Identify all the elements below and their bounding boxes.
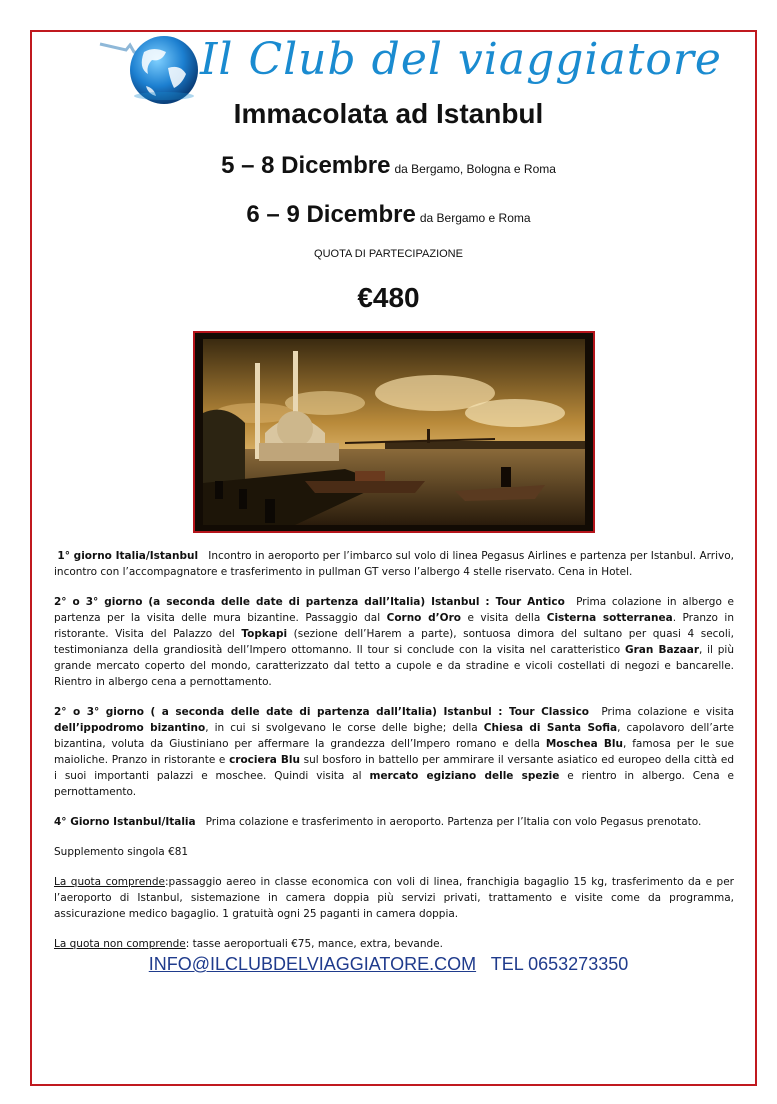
day-text: Prima colazione in albergo e partenza per la visita delle mura bizantine. Passaggio dal xyxy=(54,596,734,624)
brand-name: Il Club del viaggiatore xyxy=(200,34,722,85)
program-day-2b xyxy=(54,704,734,800)
day-text: (sezione dell’Harem a parte), sontuosa dimora del sultano per quasi 4 secoli, testimonianza della grandiosità dell’Impero ottomanno. Il tour si conclude con la visita nel caratteristico xyxy=(54,628,735,656)
trip-program xyxy=(54,548,734,966)
program-day-4 xyxy=(54,814,734,830)
day-text: , famosa per le sue maioliche. Pranzo in ristorante e xyxy=(54,738,735,766)
price: €480 xyxy=(357,282,420,313)
highlight: Moschea Blu xyxy=(545,738,623,750)
day-heading: 2° o 3° giorno (a seconda delle date di partenza dall’Italia) Istanbul : Tour Antico xyxy=(54,596,565,608)
date-range: 5 – 8 Dicembre xyxy=(221,152,391,179)
day-text: Prima colazione e visita xyxy=(601,706,734,718)
highlight: Gran Bazaar xyxy=(624,644,699,656)
highlight: crociera Blu xyxy=(229,754,300,766)
program-day-2a xyxy=(54,594,734,690)
email-link[interactable]: INFO@ILCLUBDELVIAGGIATORE.COM xyxy=(148,954,477,974)
day-text: , capolavoro dell’arte bizantina, voluta da Giustiniano per affermare la grandezza dell’Impero romano e della xyxy=(54,722,735,750)
day-text: , il più grande mercato coperto del mondo, caratterizzato dal tetto a cupole e da stradine e vicoli costellati di negozi e bancarelle. Rientro in albergo cena a pernottamento. xyxy=(54,644,735,688)
phone-number: TEL 0653273350 xyxy=(490,954,629,974)
day-text: sul bosforo in battello per ammirare il versante asiatico ed europeo della città ed i suoi importanti palazzi e moschee. Quindi visita al xyxy=(54,754,735,782)
date-line-2 xyxy=(0,201,777,229)
departure-origins: da Bergamo e Roma xyxy=(419,211,531,225)
highlight: dell’ippodromo bizantino xyxy=(54,722,206,734)
highlight: mercato egiziano delle spezie xyxy=(369,770,560,782)
istanbul-photo xyxy=(193,331,595,533)
day-text: e rientro in albergo. Cena e pernottamento. xyxy=(54,770,734,798)
highlight: Cisterna sotterranea xyxy=(546,612,673,624)
day-text: , in cui si svolgevano le corse delle bighe; della xyxy=(205,722,478,734)
date-line-1 xyxy=(0,152,777,180)
single-supplement: Supplemento singola €81 xyxy=(54,846,189,858)
quota-includes xyxy=(54,874,734,922)
quota-label: QUOTA DI PARTECIPAZIONE xyxy=(314,248,463,260)
quota-excludes xyxy=(54,936,734,952)
includes-text: :passaggio aereo in classe economica con voli di linea, franchigia bagaglio 15 kg, trasferimento da e per l’aeroporto di Istanbul, sistemazione in camera doppia più servizi privati, trattamento e visite come da programma, assicurazione medico bagaglio. 1 gratuità ogni 25 paganti in camera doppia. xyxy=(54,876,734,920)
highlight: Corno d’Oro xyxy=(386,612,461,624)
program-day-1 xyxy=(54,548,734,580)
departure-origins: da Bergamo, Bologna e Roma xyxy=(394,162,556,176)
day-heading: 4° Giorno Istanbul/Italia xyxy=(54,816,196,828)
excludes-label: La quota non comprende xyxy=(54,938,186,950)
day-heading: 2° o 3° giorno ( a seconda delle date di partenza dall’Italia) Istanbul : Tour Classico xyxy=(54,706,590,718)
highlight: Topkapi xyxy=(241,628,288,640)
day-heading: 1° giorno Italia/Istanbul xyxy=(57,550,199,562)
includes-label: La quota comprende xyxy=(54,876,165,888)
day-text: Prima colazione e trasferimento in aeroporto. Partenza per l’Italia con volo Pegasus prenotato. xyxy=(205,816,702,828)
page-title: Immacolata ad Istanbul xyxy=(233,98,544,129)
day-text: e visita della xyxy=(467,612,541,624)
date-range: 6 – 9 Dicembre xyxy=(246,201,416,228)
highlight: Chiesa di Santa Sofia xyxy=(483,722,618,734)
contact-line xyxy=(0,954,777,975)
excludes-text: : tasse aeroportuali €75, mance, extra, bevande. xyxy=(185,938,443,950)
day-text: . Pranzo in ristorante. Visita del Palazzo del xyxy=(54,612,734,640)
day-text: Incontro in aeroporto per l’imbarco sul volo di linea Pegasus Airlines e partenza per Istanbul. Arrivo, incontro con l’accompagnatore e trasferimento in pullman GT verso l’albergo 4 stelle riservato. Cena in Hotel. xyxy=(54,550,735,578)
